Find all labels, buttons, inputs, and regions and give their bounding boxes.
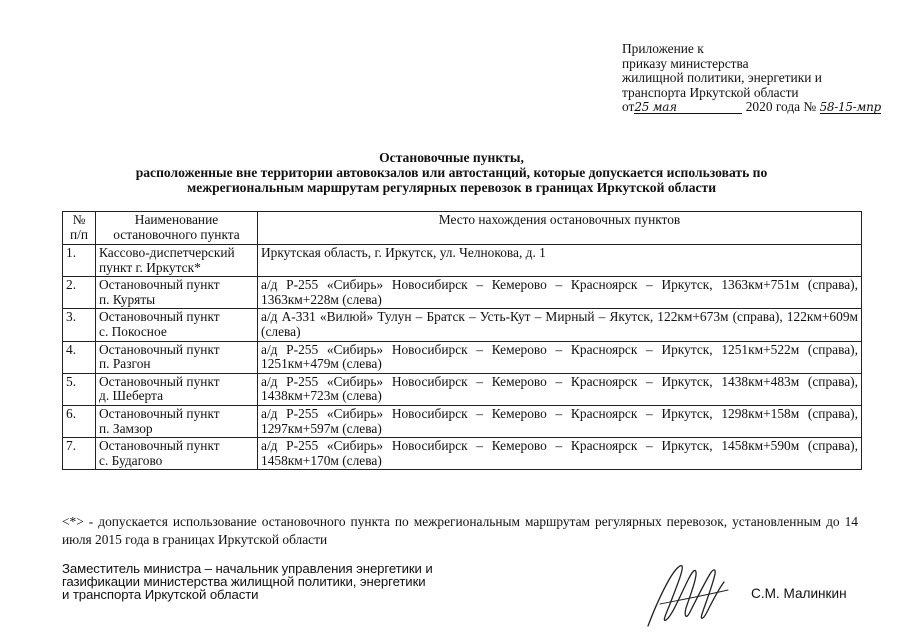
header-name: [96, 212, 258, 245]
signer-position-line-2: газификации министерства жилищной политики, энергетики: [62, 573, 426, 589]
row-stop-name-line-2: п. Разгон: [99, 356, 151, 372]
row-stop-name-line-1: Остановочный пункт: [99, 405, 220, 421]
table-header-row: [63, 212, 862, 245]
row-stop-name: [96, 245, 258, 277]
header-name-line-2: остановочного пункта: [113, 226, 240, 242]
row-number: 2.: [63, 277, 96, 309]
table-row: [63, 405, 862, 437]
title-line-3: межрегиональным маршрутам регулярных перевозок в границах Иркутской области: [186, 180, 717, 196]
header-place: Место нахождения остановочных пунктов: [258, 212, 862, 245]
header-number-line-2: п/п: [69, 226, 89, 242]
row-stop-location: Иркутская область, г. Иркутск, ул. Челнокова, д. 1: [258, 245, 862, 277]
year-text: 2020 года №: [745, 99, 817, 115]
appendix-block: [622, 42, 881, 115]
appendix-line-2: приказу министерства: [622, 55, 749, 71]
header-name-line-1: Наименование: [134, 212, 219, 227]
table-row: [63, 309, 862, 341]
row-stop-location: а/д Р-255 «Сибирь» Новосибирск – Кемерово – Красноярск – Иркутск, 1458км+590м (справа), 1458км+170м (слева): [258, 438, 862, 470]
appendix-line-1: Приложение к: [622, 41, 704, 56]
footnote: <*> - допускается использование остановочного пункта по межрегиональным маршрутам регулярных перевозок, установленным до 14 июля 2015 года в границах Иркутской области: [62, 514, 858, 547]
signature-image: [640, 560, 735, 630]
row-stop-location: а/д А-331 «Вилюй» Тулун – Братск – Усть-Кут – Мирный – Якутск, 122км+673м (справа), 122км+609м (слева): [258, 309, 862, 341]
row-stop-location: а/д Р-255 «Сибирь» Новосибирск – Кемерово – Красноярск – Иркутск, 1251км+522м (справа), 1251км+479м (слева): [258, 341, 862, 373]
row-stop-name: [96, 373, 258, 405]
signer-name: С.М. Малинкин: [751, 586, 847, 601]
row-stop-name: [96, 309, 258, 341]
stops-table: [62, 211, 862, 470]
signer-position-line-1: Заместитель министра – начальник управления энергетики и: [62, 561, 433, 576]
number-handwritten: 58-15-мпр: [819, 100, 881, 115]
row-stop-location: а/д Р-255 «Сибирь» Новосибирск – Кемерово – Красноярск – Иркутск, 1438км+483м (справа), 1438км+723м (слева): [258, 373, 862, 405]
signer-position: [62, 563, 433, 601]
row-number: 3.: [63, 309, 96, 341]
row-stop-name-line-1: Остановочный пункт: [99, 341, 220, 357]
number-field: [820, 101, 881, 114]
row-stop-name-line-2: пункт г. Иркутск*: [99, 259, 201, 275]
table-row: [63, 277, 862, 309]
row-stop-name-line-2: п. Куряты: [99, 291, 156, 307]
title-line-1: Остановочные пункты,: [379, 150, 524, 165]
table-row: [63, 245, 862, 277]
table-body: [63, 245, 862, 470]
row-number: 7.: [63, 438, 96, 470]
row-stop-name-line-2: с. Будагово: [99, 452, 163, 468]
row-stop-name: [96, 405, 258, 437]
table-row: [63, 438, 862, 470]
row-number: 6.: [63, 405, 96, 437]
table-row: [63, 373, 862, 405]
row-stop-name-line-1: Кассово-диспетчерский: [99, 245, 235, 260]
row-stop-name: [96, 277, 258, 309]
row-stop-name-line-1: Остановочный пункт: [99, 438, 220, 454]
document-title: [0, 150, 903, 196]
appendix-date-line: [622, 100, 881, 115]
row-stop-name: [96, 341, 258, 373]
signer-position-line-3: и транспорта Иркутской области: [62, 586, 259, 602]
row-stop-name-line-2: с. Покосное: [99, 323, 167, 339]
row-number: 4.: [63, 341, 96, 373]
row-stop-name-line-1: Остановочный пункт: [99, 277, 220, 293]
header-number: [63, 212, 96, 245]
date-field: [634, 101, 742, 114]
row-stop-name: [96, 438, 258, 470]
row-stop-name-line-1: Остановочный пункт: [99, 373, 220, 389]
row-stop-location: а/д Р-255 «Сибирь» Новосибирск – Кемерово – Красноярск – Иркутск, 1363км+751м (справа), 1363км+228м (слева): [258, 277, 862, 309]
row-number: 5.: [63, 373, 96, 405]
header-number-line-1: №: [72, 212, 86, 227]
row-stop-name-line-2: п. Замзор: [99, 420, 153, 436]
row-stop-name-line-2: д. Шеберта: [99, 388, 164, 404]
appendix-line-4: транспорта Иркутской области: [622, 84, 799, 100]
row-number: 1.: [63, 245, 96, 277]
date-handwritten: 25 мая: [634, 100, 677, 115]
row-stop-name-line-1: Остановочный пункт: [99, 309, 220, 325]
date-prefix: от: [622, 99, 635, 115]
table-row: [63, 341, 862, 373]
appendix-line-3: жилищной политики, энергетики и: [622, 70, 822, 86]
title-line-2: расположенные вне территории автовокзалов или автостанций, которые допускается использовать по: [135, 165, 768, 181]
row-stop-location: а/д Р-255 «Сибирь» Новосибирск – Кемерово – Красноярск – Иркутск, 1298км+158м (справа), 1297км+597м (слева): [258, 405, 862, 437]
